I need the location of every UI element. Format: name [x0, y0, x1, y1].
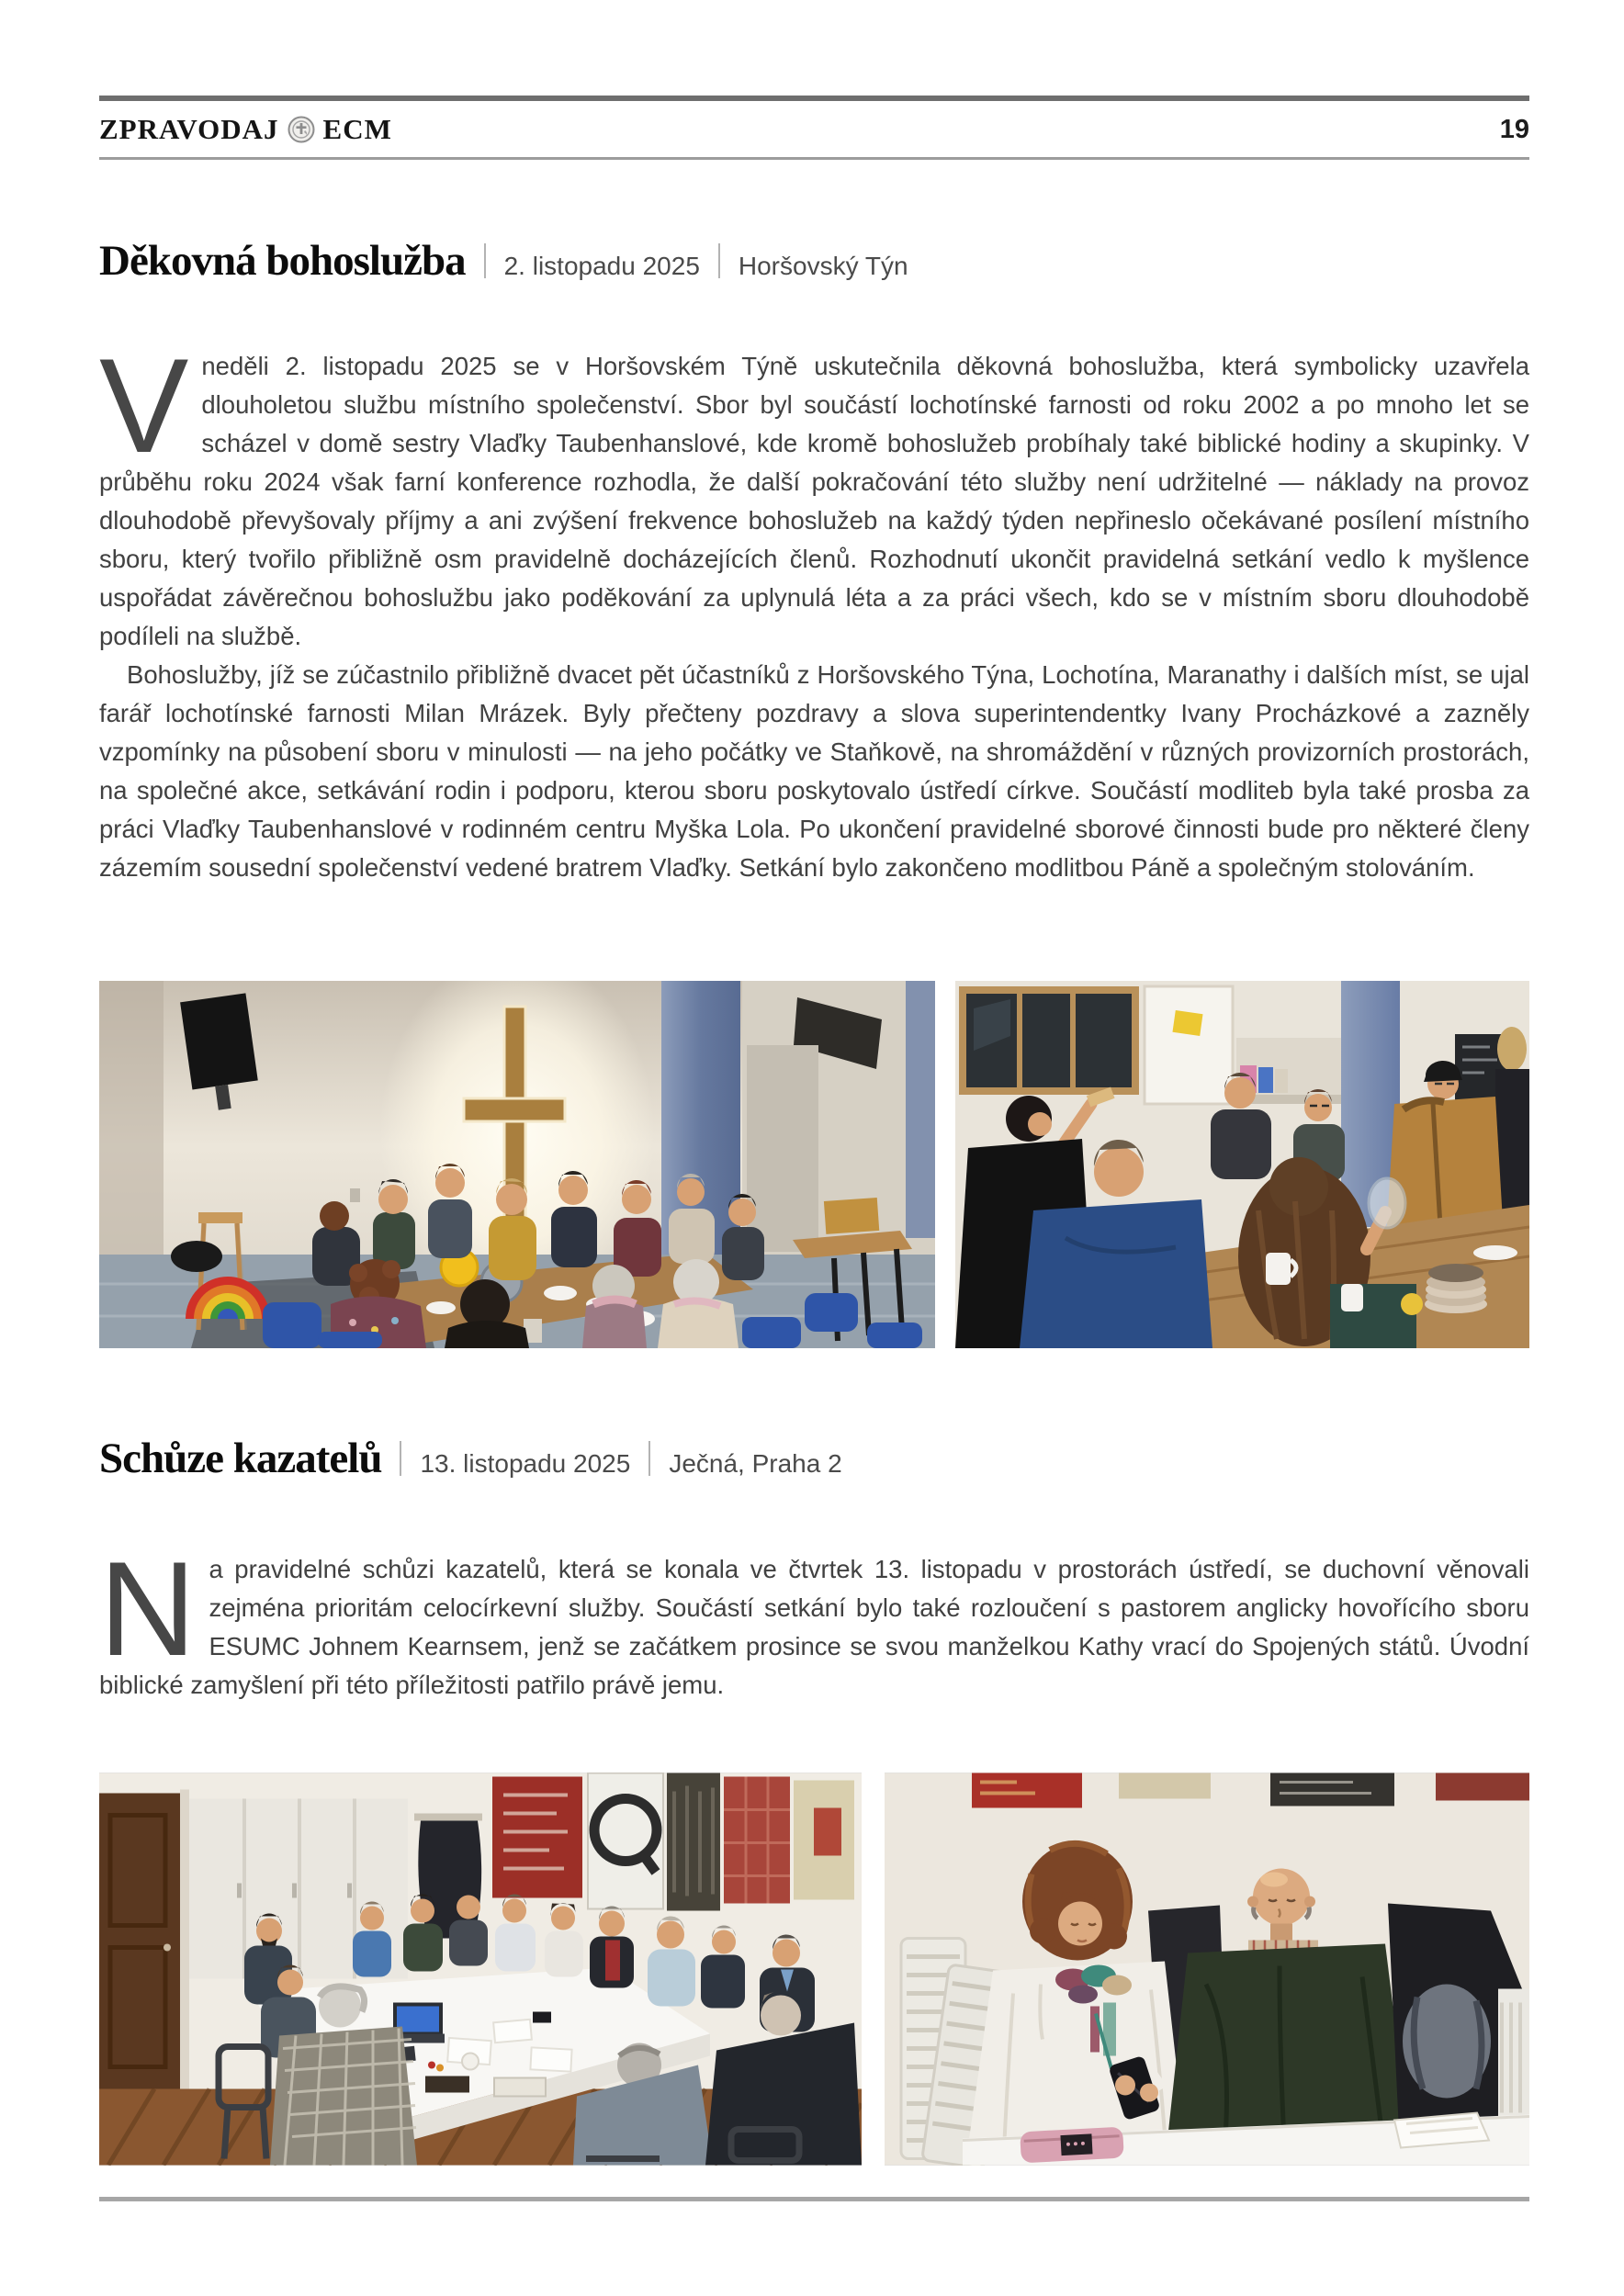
separator-bar: [648, 1441, 650, 1476]
masthead: [99, 108, 1529, 151]
ecm-seal-icon: [288, 116, 315, 143]
article-1-location: Horšovský Týn: [738, 252, 908, 280]
article-2-paragraph: [99, 1534, 1529, 1705]
paragraph-text: neděli 2. listopadu 2025 se v Horšovském Týně uskutečnila děkovná bohoslužba, která symbolicky uzavřela dlouholetou službu místního společenství. Sbor byl součástí lochotínské farnosti od roku 2002 a po mnoho let se scházel v domě sestry Vlaďky Taubenhanslové, kde kromě bohoslužeb probíhaly také biblické hodiny a skupinky. V průběhu roku 2024 však farní konference rozhodla, že další pokračování této služby není udržitelné — náklady na provoz dlouhodobě převyšovaly příjmy a ani zvýšení frekvence bohoslužeb na každý týden nepřineslo očekávané posílení místního sboru, který tvořilo přibližně osm pravidelně docházejících členů. Rozhodnutí ukončit pravidelná setkání vedlo k myšlence uspořádat závěrečnou bohoslužbu jako poděkování za uplynulá léta a za práci všech, kdo se v místním sboru dlouhodobě podíleli na službě.: [99, 352, 1529, 650]
header-rule-top: [99, 96, 1529, 101]
photo-fellowship-illustration: [955, 981, 1529, 1348]
page-number: 19: [1499, 114, 1529, 144]
masthead-brand: [99, 113, 392, 146]
header-rule-under: [99, 157, 1529, 160]
photo-preachers-meeting: [99, 1773, 862, 2166]
separator-bar: [400, 1441, 401, 1476]
masthead-title: ZPRAVODAJ: [99, 113, 279, 145]
dropcap-letter: V: [99, 331, 189, 480]
photo-church-thanksgiving-service: [99, 981, 935, 1348]
photo-farewell-illustration: [885, 1773, 1529, 2166]
article-1-title: Děkovná bohoslužba: [99, 237, 466, 285]
article-2-body: [99, 1534, 1529, 1705]
photo-fellowship-table: [955, 981, 1529, 1348]
article-2-date: 13. listopadu 2025: [420, 1449, 631, 1478]
paragraph-text: a pravidelné schůzi kazatelů, která se konala ve čtvrtek 13. listopadu v prostorách ústředí, se duchovní věnovali zejména prioritám celocírkevní služby. Součástí setkání bylo také rozloučení s pastorem anglicky hovořícího sboru ESUMC Johnem Kearnsem, jenž se začátkem prosince se svou manželkou Kathy vrací do Spojených států. Úvodní biblické zamyšlení při této příležitosti patřilo právě jemu.: [99, 1555, 1529, 1699]
article-1-date: 2. listopadu 2025: [503, 252, 700, 280]
separator-bar: [718, 243, 720, 278]
article-2-location: Ječná, Praha 2: [669, 1449, 842, 1478]
footer-rule: [99, 2197, 1529, 2201]
photo-church-illustration: [99, 981, 935, 1348]
article-1-header: [99, 237, 908, 285]
dropcap-letter: N: [99, 1534, 197, 1683]
photo-meeting-illustration: [99, 1773, 862, 2166]
masthead-suffix: ECM: [322, 113, 392, 145]
separator-bar: [484, 243, 486, 278]
photo-farewell-john-kearns: [885, 1773, 1529, 2166]
article-1-paragraph: Bohoslužby, jíž se zúčastnilo přibližně dvacet pět účastníků z Horšovského Týna, Lochotína, Maranathy i dalších míst, se ujal farář lochotínské farnosti Milan Mrázek. Byly přečteny pozdravy a slova superintendentky Ivany Procházkové a zazněly vzpomínky na působení sboru v minulosti — na jeho počátky ve Staňkově, na shromáždění v různých provizorních prostorách, na společné akce, setkávání rodin i podporu, kterou sboru poskytovalo ústředí církve. Součástí modliteb byla také prosba za práci Vlaďky Taubenhanslové v rodinném centru Myška Lola. Po ukončení pravidelné sborové činnosti bude pro některé členy zázemím sousední společenství vedené bratrem Vlaďky. Setkání bylo zakončeno modlitbou Páně a společným stolováním.: [99, 660, 1529, 882]
article-1-body: [99, 331, 1529, 887]
article-2-title: Schůze kazatelů: [99, 1435, 382, 1482]
article-2-header: [99, 1435, 842, 1482]
article-1-paragraph: [99, 331, 1529, 656]
